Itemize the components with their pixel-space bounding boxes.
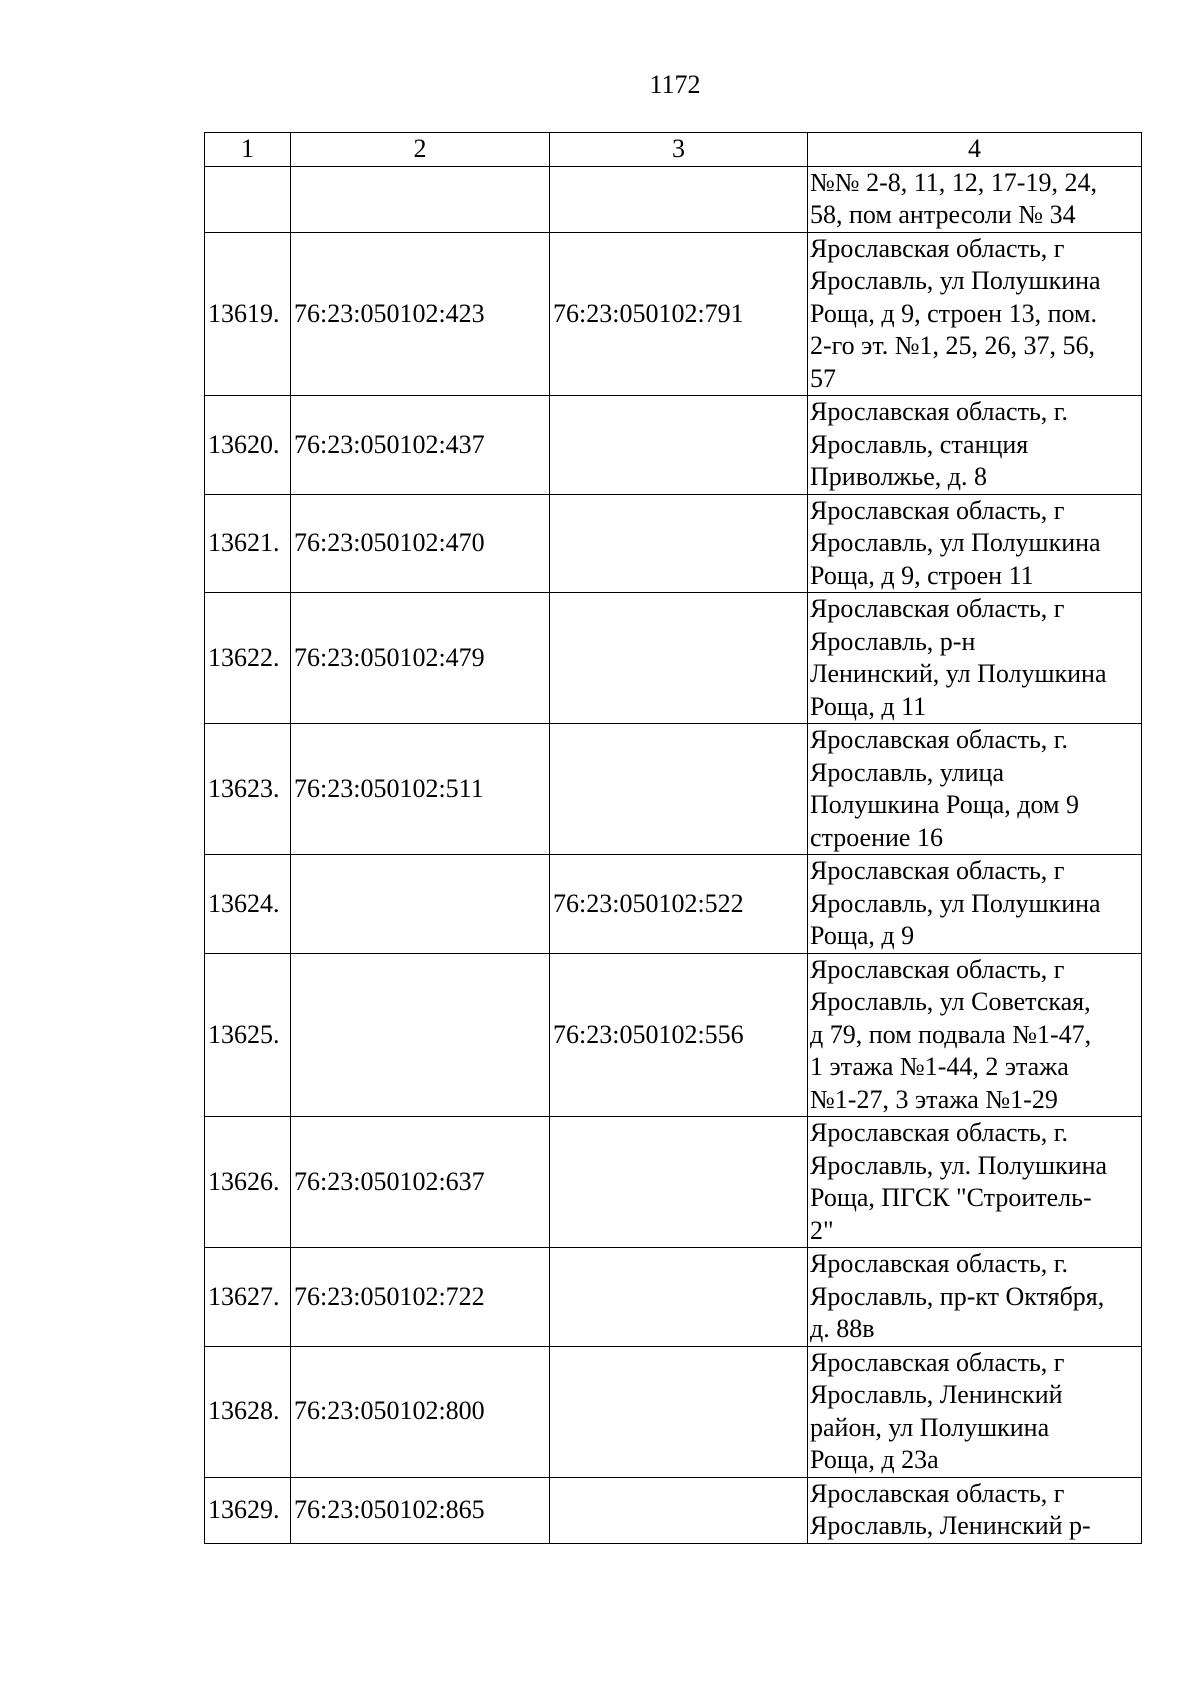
row-number: 13619. [205,232,291,396]
address: Ярославская область, г. Ярославль, станция Приволжье, д. 8 [808,396,1142,495]
address: Ярославская область, г Ярославль, ул Полушкина Роща, д 9, строен 13, пом. 2-го эт. №1, 25, 26, 37, 56, 57 [808,232,1142,396]
table-row [205,593,1142,724]
page-number: 1172 [649,70,701,99]
cadastral-number [291,166,550,232]
row-number: 13628. [205,1346,291,1477]
row-number: 13629. [205,1477,291,1543]
cadastral-number: 76:23:050102:865 [291,1477,550,1543]
column-header-1: 1 [205,133,291,167]
table-row [205,166,1142,232]
cadastral-number-2 [550,1477,808,1543]
header-row [205,133,1142,167]
cadastral-number: 76:23:050102:800 [291,1346,550,1477]
row-number: 13626. [205,1117,291,1248]
table-row [205,1477,1142,1543]
cadastral-number: 76:23:050102:423 [291,232,550,396]
cadastral-number: 76:23:050102:722 [291,1248,550,1347]
cadastral-number-2 [550,1117,808,1248]
address: Ярославская область, г Ярославль, ул Полушкина Роща, д 9 [808,855,1142,954]
cadastral-number: 76:23:050102:637 [291,1117,550,1248]
address: Ярославская область, г Ярославль, ул Советская, д 79, пом подвала №1-47, 1 этажа №1-44, 2 этажа №1-27, 3 этажа №1-29 [808,953,1142,1117]
row-number: 13620. [205,396,291,495]
registry-table [204,132,1142,1544]
row-number: 13625. [205,953,291,1117]
table-row [205,855,1142,954]
row-number: 13627. [205,1248,291,1347]
table-row [205,494,1142,593]
cadastral-number [291,855,550,954]
table-row [205,953,1142,1117]
cadastral-number-2 [550,396,808,495]
cadastral-number-2 [550,166,808,232]
column-header-4: 4 [808,133,1142,167]
cadastral-number-2 [550,1346,808,1477]
cadastral-number: 76:23:050102:479 [291,593,550,724]
cadastral-number-2 [550,494,808,593]
row-number [205,166,291,232]
cadastral-number-2 [550,1248,808,1347]
address: Ярославская область, г. Ярославль, пр-кт Октября, д. 88в [808,1248,1142,1347]
address: Ярославская область, г Ярославль, Ленинский р- [808,1477,1142,1543]
cadastral-number: 76:23:050102:470 [291,494,550,593]
cadastral-number: 76:23:050102:437 [291,396,550,495]
address: Ярославская область, г. Ярославль, улица Полушкина Роща, дом 9 строение 16 [808,724,1142,855]
address: Ярославская область, г Ярославль, ул Полушкина Роща, д 9, строен 11 [808,494,1142,593]
table-row [205,1248,1142,1347]
row-number: 13622. [205,593,291,724]
table-row [205,1346,1142,1477]
address: Ярославская область, г Ярославль, р-н Ленинский, ул Полушкина Роща, д 11 [808,593,1142,724]
cadastral-number: 76:23:050102:511 [291,724,550,855]
address: Ярославская область, г. Ярославль, ул. Полушкина Роща, ПГСК "Строитель- 2" [808,1117,1142,1248]
table-row [205,396,1142,495]
cadastral-number-2: 76:23:050102:522 [550,855,808,954]
row-number: 13623. [205,724,291,855]
table-row [205,232,1142,396]
cadastral-number-2: 76:23:050102:791 [550,232,808,396]
table-row [205,724,1142,855]
address: Ярославская область, г Ярославль, Ленинский район, ул Полушкина Роща, д 23а [808,1346,1142,1477]
address: №№ 2-8, 11, 12, 17-19, 24, 58, пом антресоли № 34 [808,166,1142,232]
row-number: 13624. [205,855,291,954]
cadastral-number [291,953,550,1117]
column-header-2: 2 [291,133,550,167]
cadastral-number-2 [550,724,808,855]
column-header-3: 3 [550,133,808,167]
cadastral-number-2 [550,593,808,724]
cadastral-number-2: 76:23:050102:556 [550,953,808,1117]
row-number: 13621. [205,494,291,593]
table-row [205,1117,1142,1248]
